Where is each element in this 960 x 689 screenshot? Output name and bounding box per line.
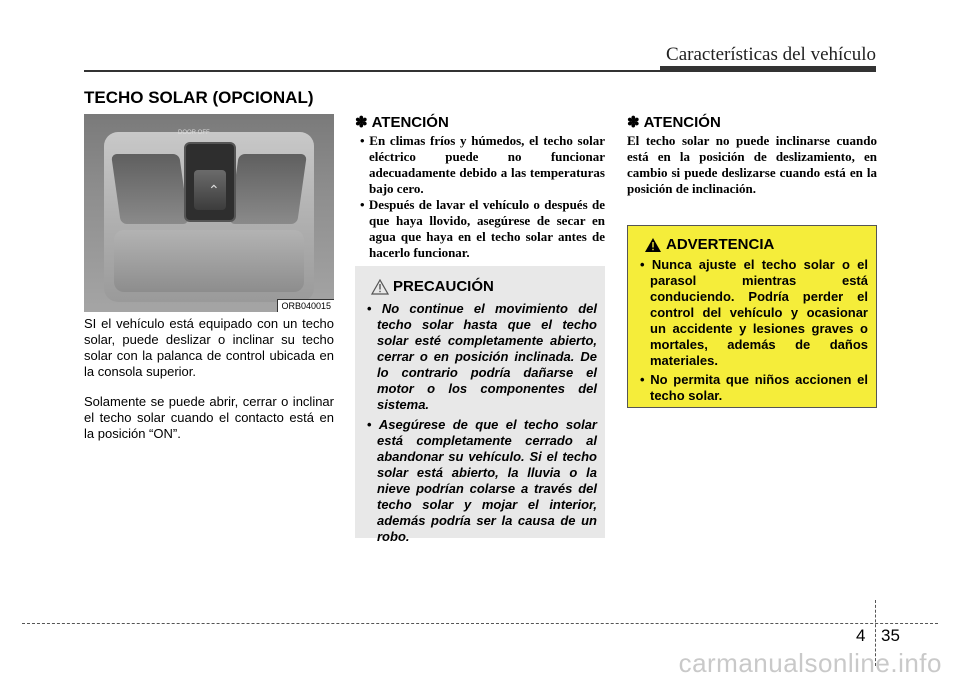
sunroof-switch: [184, 142, 236, 222]
asterisk-icon: ✽: [355, 114, 368, 131]
photo-caption: ORB040015: [277, 299, 334, 312]
console-lower-panel: [114, 230, 304, 292]
map-lamp-right: [229, 154, 307, 224]
sunroof-switch-button: [194, 170, 226, 210]
caution-box: [355, 266, 605, 544]
intro-paragraph: SI el vehículo está equipado con un techo solar, puede deslizar o inclinar su techo solar con la palanca de control ubicada en la consola superior.: [84, 316, 334, 379]
attention-item: • En climas fríos y húmedos, el techo solar eléctrico puede no funcionar adecuadamente debido a las temperaturas bajo cero.: [355, 133, 605, 197]
door-switch-label: DOOR OFF: [178, 130, 210, 136]
operation-paragraph: Solamente se puede abrir, cerrar o inclinar el techo solar cuando el contacto está en la posición “ON”.: [84, 394, 334, 441]
attention-text: El techo solar no puede inclinarse cuando está en la posición de deslizamiento, en cambio si puede deslizarse cuando está en la posición de inclinación.: [627, 133, 877, 196]
arrow-icon: ⌃: [208, 182, 220, 198]
attention-heading-text: ATENCIÓN: [643, 113, 721, 131]
attention-list: [355, 133, 605, 261]
attention-heading-text: ATENCIÓN: [371, 113, 449, 131]
warning-heading: [644, 236, 868, 253]
caution-heading: [371, 278, 597, 295]
header-rule-accent: [660, 66, 876, 72]
map-lamp-left: [111, 154, 189, 224]
attention-heading: [627, 113, 877, 131]
section-title: TECHO SOLAR (OPCIONAL): [84, 88, 314, 107]
console-panel: [104, 132, 314, 302]
warning-triangle-icon: [644, 237, 662, 253]
attention-item: • Después de lavar el vehículo o después de que haya llovido, asegúrese de secar en agua que haya en el techo solar antes de hacerlo funcionar.: [355, 197, 605, 261]
attention-note-1: [355, 113, 605, 261]
warning-list: [636, 257, 868, 404]
watermark: carmanualsonline.info: [678, 648, 942, 678]
warning-box: [627, 225, 877, 408]
chapter-number: 4: [856, 626, 866, 645]
caution-item: • No continue el movimiento del techo solar hasta que el techo solar esté completamente abierto, cerrar o en posición inclinada. De lo contrario podría dañarse el motor o los componentes del sistema.: [363, 301, 597, 413]
asterisk-icon: ✽: [627, 114, 640, 131]
running-header: Características del vehículo: [666, 44, 876, 65]
caution-heading-text: PRECAUCIÓN: [393, 278, 494, 295]
warning-heading-text: ADVERTENCIA: [666, 236, 775, 253]
header-rule: [84, 70, 660, 72]
overhead-console-photo: [84, 114, 334, 312]
page-number: 35: [881, 626, 900, 645]
attention-note-2: [627, 113, 877, 197]
warning-item: • No permita que niños accionen el techo solar.: [636, 372, 868, 404]
footer-rule: [22, 623, 938, 624]
caution-list: [363, 301, 597, 545]
attention-heading: [355, 113, 605, 131]
warning-triangle-icon: [371, 279, 389, 295]
caution-item: • Asegúrese de que el techo solar está completamente cerrado al abandonar su vehículo. Si el techo solar está abierto, la lluvia o la nieve podrían colarse a través del techo solar y mojar el interior, además podría ser la causa de un robo.: [363, 417, 597, 545]
warning-item: • Nunca ajuste el techo solar o el parasol mientras está conduciendo. Podría perder el control del vehículo y ocasionar un accidente y lesiones graves o mortales, además de daños materiales.: [636, 257, 868, 369]
